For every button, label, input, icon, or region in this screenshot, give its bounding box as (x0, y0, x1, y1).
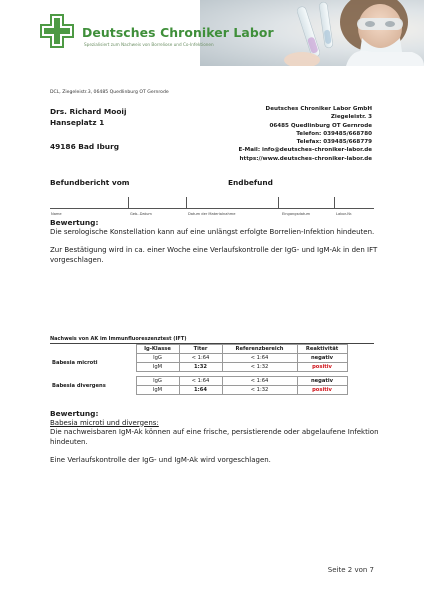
reactivity-cell: negativ (297, 354, 347, 363)
assessment-1-text: Die serologische Konstellation kann auf eine unlängst erfolgte Borrelien-Infektion hindeuten. (50, 227, 375, 236)
titer-cell: < 1:64 (179, 354, 222, 363)
assessment-1 (50, 218, 380, 265)
assessment-1-heading: Bewertung: (50, 218, 99, 227)
reactivity-cell: positiv (297, 386, 347, 395)
assessment-2-text: Die nachweisbaren IgM-Ak können auf eine frische, persistierende oder abgelaufene Infektion hindeuten. (50, 428, 379, 446)
reactivity-cell: positiv (297, 363, 347, 372)
reference-cell: < 1:32 (222, 386, 297, 395)
reactivity-cell: negativ (297, 377, 347, 386)
lab-address (172, 105, 372, 163)
pathogen-name: Babesia microti (52, 359, 98, 366)
recipient-city: 49186 Bad Iburg (50, 142, 120, 151)
reference-cell: < 1:64 (222, 377, 297, 386)
lab-address-name: Deutsches Chroniker Labor GmbH (265, 106, 372, 112)
ig-class-cell: IgM (136, 363, 179, 372)
lab-tagline: Spezialisiert zum Nachweis von Borreliose und Co-Infektionen (84, 42, 214, 47)
titer-cell: 1:64 (179, 386, 222, 395)
field-label-sample-date: Datum der Materialnahme (188, 212, 236, 216)
table-row (50, 377, 347, 386)
report-final-status: Endbefund (228, 178, 273, 187)
column-header-ig-class: Ig-Klasse (136, 345, 179, 354)
assessment-2-subject: Babesia microti und divergens: (50, 418, 159, 427)
ig-class-cell: IgG (136, 354, 179, 363)
header-banner (0, 0, 424, 66)
lab-photo-image (262, 0, 424, 66)
field-lab-number (334, 197, 374, 209)
lab-address-city: 06485 Quedlinburg OT Gernrode (269, 122, 372, 129)
table-header-row (50, 345, 347, 354)
recipient-address (50, 106, 127, 152)
field-sample-date (186, 197, 278, 209)
report-title: Befundbericht vom (50, 178, 130, 187)
recipient-name: Drs. Richard Mooij (50, 107, 127, 116)
field-label-birthdate: Geb.-Datum (130, 212, 152, 216)
assessment-2-recommendation: Eine Verlaufskontrolle der IgG- und IgM-Ak wird vorgeschlagen. (50, 456, 271, 465)
ift-table-title: Nachweis von AK im Immunfluoreszenztest (IFT) (50, 336, 187, 342)
field-label-received-date: Eingangsdatum (282, 212, 311, 216)
lab-address-street: Ziegeleistr. 3 (330, 114, 372, 121)
ig-class-cell: IgG (136, 377, 179, 386)
lab-email: E-Mail: info@deutsches-chroniker-labor.de (238, 147, 372, 154)
pathogen-name: Babesia divergens (52, 382, 106, 389)
reference-cell: < 1:64 (222, 354, 297, 363)
green-cross-logo-icon (40, 14, 74, 48)
lab-name: Deutsches Chroniker Labor (82, 25, 274, 40)
ig-class-cell: IgM (136, 386, 179, 395)
column-header-titer: Titer (179, 345, 222, 354)
titer-cell: < 1:64 (179, 377, 222, 386)
sender-line: DCL, Ziegeleistr.3, 06485 Quedlinburg OT Gernrode (50, 90, 169, 95)
lab-phone: Telefon: 039485/668780 (296, 130, 372, 137)
lab-website: https://www.deutsches-chroniker-labor.de (239, 155, 372, 162)
recipient-street: Hanseplatz 1 (50, 118, 105, 127)
assessment-2-heading: Bewertung: (50, 409, 99, 418)
field-birthdate (128, 197, 186, 209)
field-label-lab-number: Labor-Nr. (336, 212, 353, 216)
field-label-name: Name (51, 212, 62, 216)
page-number: Seite 2 von 7 (327, 566, 374, 574)
field-name (50, 197, 128, 209)
ift-results-table (50, 344, 348, 395)
column-header-reference: Referenzbereich (222, 345, 297, 354)
assessment-1-recommendation: Zur Bestätigung wird in ca. einer Woche eine Verlaufskontrolle der IgG- und IgM-Ak in den IFT vorgeschlagen. (50, 246, 378, 264)
field-received-date (278, 197, 334, 209)
assessment-2 (50, 409, 380, 466)
reference-cell: < 1:32 (222, 363, 297, 372)
column-header-reactivity: Reaktivität (297, 345, 347, 354)
titer-cell: 1:32 (179, 363, 222, 372)
lab-fax: Telefax: 039485/668779 (296, 139, 372, 146)
table-row (50, 354, 347, 363)
patient-field-row (50, 197, 374, 209)
